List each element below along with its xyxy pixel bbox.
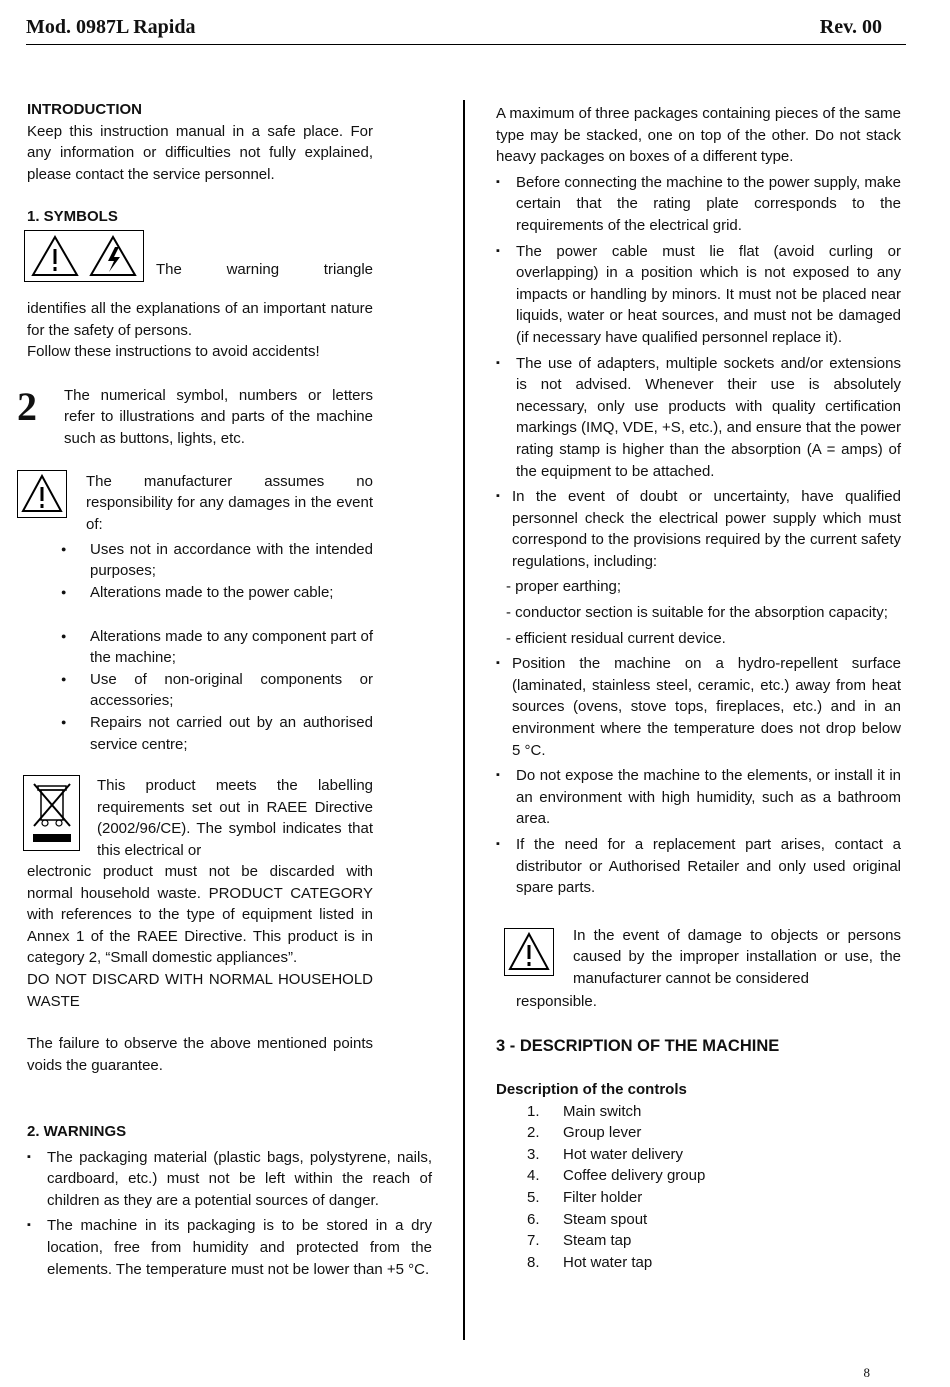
electric-hazard-icon [91, 237, 135, 275]
list-item [496, 1101, 901, 1123]
warning-text: The packaging material (plastic bags, polystyrene, nails, cardboard, etc.) must not be left within the reach of children as they are a potential sources of danger. [47, 1148, 432, 1209]
warning-triangle-icon [17, 470, 67, 518]
damage-text: In the event of damage to objects or persons caused by the improper installation or use, the manufacturer cannot be considered [573, 926, 901, 987]
triangle-lead [156, 259, 373, 281]
item-number: 8. [527, 1253, 540, 1271]
list-item [496, 1122, 901, 1144]
controls-list [496, 1101, 901, 1274]
manufacturer-block [27, 471, 373, 537]
column-divider [463, 100, 465, 1340]
left-column [17, 99, 373, 1076]
liability-list [27, 539, 373, 755]
list-item [496, 486, 901, 572]
item-label: Group lever [563, 1124, 642, 1142]
list-item [27, 1147, 432, 1212]
item-number: 4. [527, 1167, 540, 1185]
warning-text: The use of adapters, multiple sockets and/or extensions is not advised. Whenever their use is absolutely necessary, only use products with quality certification markings (IMQ, VDE, +S, etc.), and ensure that the power rating stamp is higher than the absorption (A = amps) of the equipment to be attached. [516, 354, 901, 480]
list-item: ● Alterations made to any component part of the machine; [27, 626, 373, 669]
list-item [496, 1230, 901, 1252]
numeric-symbol-block [17, 383, 373, 449]
description-heading: 3 - DESCRIPTION OF THE MACHINE [496, 1037, 780, 1056]
warning-text: Before connecting the machine to the power supply, make certain that the rating plate corresponds to the requirements of the electrical grid. [516, 173, 901, 234]
controls-subheading: Description of the controls [496, 1080, 687, 1098]
list-item [496, 1144, 901, 1166]
warning-triangle-icon [504, 928, 554, 976]
item-label: Steam tap [563, 1232, 632, 1250]
item-label: Steam spout [563, 1210, 648, 1228]
intro-text: Keep this instruction manual in a safe place. For any information or difficulties not fully explained, please contact the service personnel. [27, 122, 373, 183]
intro-heading: INTRODUCTION [27, 101, 142, 118]
revision-label: Rev. 00 [819, 16, 882, 38]
warning-text: Do not expose the machine to the elements, or install it in an environment with high humidity, such as a bathroom area. [516, 767, 901, 828]
warning-text: In the event of doubt or uncertainty, have qualified personnel check the electrical power supply which must correspond to the provisions required by the current safety regulations, including: [512, 488, 901, 570]
warning-triangle-icon [33, 237, 77, 275]
list-item [496, 653, 901, 761]
guarantee-text: The failure to observe the above mentioned points voids the guarantee. [27, 1035, 373, 1074]
item-number: 5. [527, 1188, 540, 1206]
list-item: ● Alterations made to the power cable; [27, 582, 373, 604]
item-number: 3. [527, 1145, 540, 1163]
w2: warning [226, 260, 280, 278]
stacking-text: A maximum of three packages containing pieces of the same type may be stacked, one on top of the other. Do not stack heavy packages on boxes of a different type. [496, 105, 901, 166]
warnings-section [27, 1121, 432, 1280]
right-column [496, 103, 901, 1273]
item-label: Hot water tap [563, 1253, 653, 1271]
square-bullet-icon: ▪ [496, 769, 500, 782]
weee-text: This product meets the labelling requirements set out in RAEE Directive (2002/96/CE). The symbol indicates that this electrical or [97, 777, 373, 859]
follow-instructions: Follow these instructions to avoid accidents! [27, 343, 320, 361]
numeric-symbol-text: The numerical symbol, numbers or letters refer to illustrations and parts of the machine such as buttons, lights, etc. [64, 386, 373, 447]
list-item [496, 1209, 901, 1231]
damage-block [496, 925, 901, 991]
item-label: Filter holder [563, 1188, 643, 1206]
list-item [27, 1215, 432, 1280]
weee-bin-icon [23, 775, 80, 851]
weee-block [27, 775, 373, 861]
square-bullet-icon: ▪ [27, 1219, 31, 1232]
warning-text: The machine in its packaging is to be stored in a dry location, free from humidity and protected from the elements. The temperature must not be lower than +5 °C. [47, 1217, 432, 1278]
page-header [26, 14, 906, 45]
square-bullet-icon: ▪ [496, 838, 500, 850]
warning-symbols-row [27, 228, 373, 282]
page-number: 8 [863, 1365, 870, 1380]
item-label: Hot water delivery [563, 1145, 684, 1163]
weee-continued: electronic product must not be discarded with normal household waste. PRODUCT CATEGORY with references to the type of equipment listed in Annex 1 of the RAEE Directive. This product is in category 2, “Small domestic appliances”. [27, 863, 373, 967]
square-bullet-icon: ▪ [27, 1150, 31, 1163]
triangle-explanation: identifies all the explanations of an important nature for the safety of persons. [27, 299, 373, 339]
sub-item: - proper earthing; [506, 578, 622, 596]
manufacturer-text: The manufacturer assumes no responsibility for any damages in the event of: [86, 472, 373, 533]
damage-continued: responsible. [516, 992, 597, 1010]
item-label: Main switch [563, 1102, 642, 1120]
square-bullet-icon: ▪ [496, 657, 500, 670]
square-bullet-icon: ▪ [496, 490, 500, 503]
item-number: 1. [527, 1102, 540, 1120]
list-item: ● Use of non-original components or accessories; [27, 669, 373, 712]
warning-text: The power cable must lie flat (avoid curling or overlapping) in a position which is not exposed to any impacts or handling by minors. It must not be placed near liquids, water or heat sources, and must not be damaged (if necessary have qualified personnel replace it). [516, 242, 901, 346]
sub-item: - efficient residual current device. [506, 629, 726, 647]
list-item [496, 1252, 901, 1274]
w3: triangle [323, 260, 373, 278]
list-item [496, 765, 901, 830]
warnings-heading: 2. WARNINGS [27, 1123, 127, 1140]
square-bullet-icon: ▪ [496, 356, 500, 369]
warning-text: Position the machine on a hydro-repellent surface (laminated, stainless steel, ceramic, etc.) away from heat sources (ovens, stove tops, fireplaces, etc.) and in an environment where the temperature does not drop below 5 °C. [512, 655, 901, 759]
list-item [496, 241, 901, 349]
model-title: Mod. 0987L Rapida [26, 16, 196, 38]
list-item [496, 1165, 901, 1187]
w1: The [156, 260, 182, 278]
item-label: Coffee delivery group [563, 1167, 706, 1185]
square-bullet-icon: ▪ [496, 175, 500, 188]
item-number: 7. [527, 1232, 540, 1250]
sub-item: - conductor section is suitable for the absorption capacity; [506, 604, 888, 622]
list-item: ● Repairs not carried out by an authorised service centre; [27, 712, 373, 755]
item-number: 6. [527, 1210, 540, 1228]
list-item [496, 172, 901, 237]
square-bullet-icon: ▪ [496, 244, 500, 257]
numeric-symbol: 2 [17, 383, 37, 429]
list-item [496, 353, 901, 483]
do-not-discard: DO NOT DISCARD WITH NORMAL HOUSEHOLD WASTE [27, 971, 373, 1010]
symbols-heading: 1. SYMBOLS [27, 208, 118, 226]
warning-text: If the need for a replacement part arises, contact a distributor or Authorised Retailer and only used original spare parts. [516, 836, 901, 897]
item-number: 2. [527, 1124, 540, 1142]
list-item: ● Uses not in accordance with the intended purposes; [27, 539, 373, 582]
list-item [496, 834, 901, 899]
list-item [496, 1187, 901, 1209]
warning-symbols-box [24, 230, 144, 282]
